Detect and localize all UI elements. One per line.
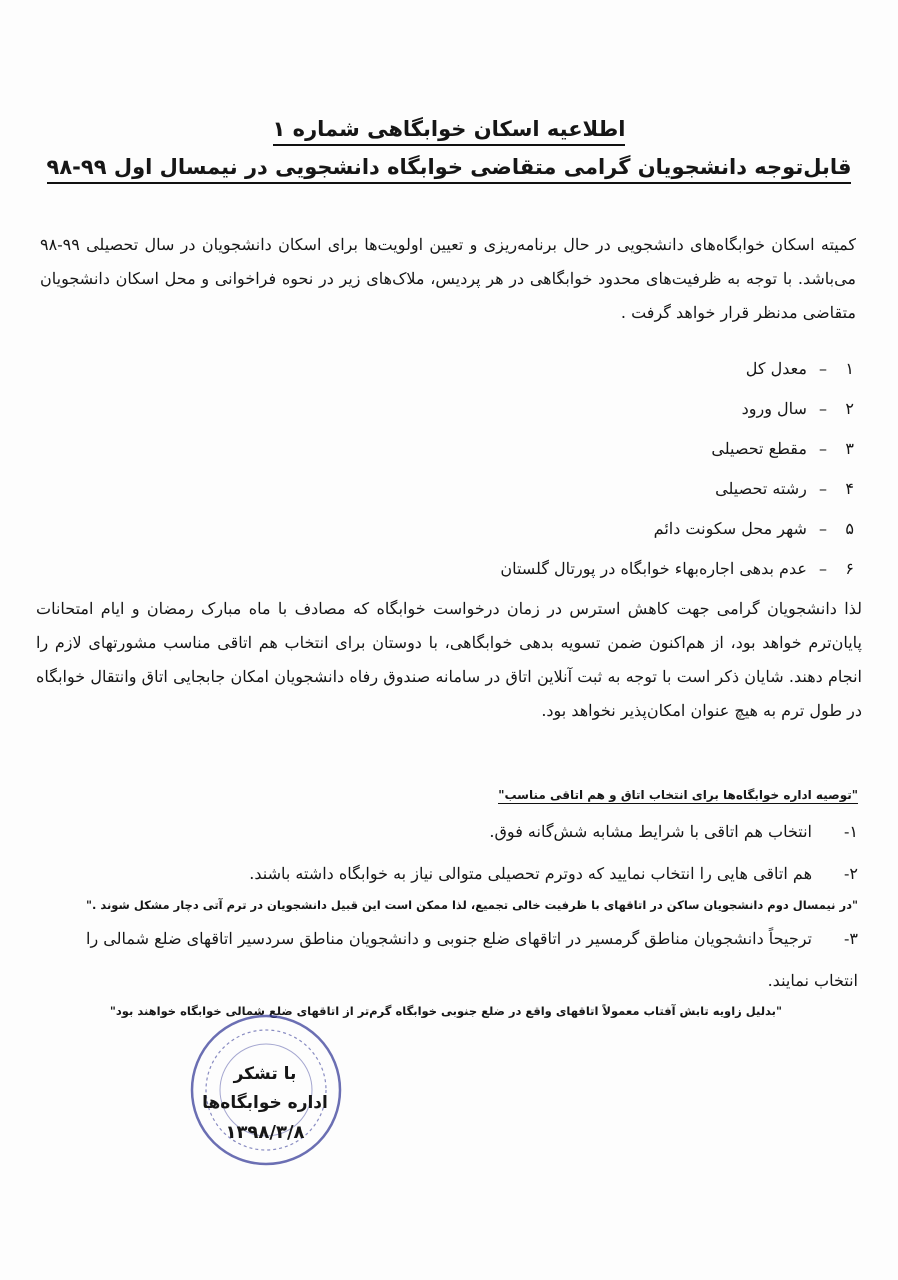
criterion-text: شهر محل سکونت دائم	[653, 519, 807, 538]
criterion-dash: –	[819, 439, 827, 458]
list-item	[354, 554, 854, 594]
advice-number: ۳-	[844, 929, 858, 948]
signature-date: ۱۳۹۸/۳/۸	[225, 1122, 305, 1143]
criterion-number: ۳	[845, 439, 854, 458]
criterion-number: ۵	[845, 519, 854, 538]
criterion-dash: –	[819, 479, 827, 498]
page-subtitle: قابل‌توجه دانشجویان گرامی متقاضی خوابگاه دانشجویی در نیمسال اول ۹۹-۹۸	[47, 155, 852, 184]
list-item	[354, 474, 854, 514]
advice-text: انتخاب هم اتاقی با شرایط مشابه شش‌گانه فوق.	[489, 822, 812, 841]
advice-text: هم اتاقی هایی را انتخاب نمایید که دوترم تحصیلی متوالی نیاز به خوابگاه داشته باشند.	[249, 864, 812, 883]
advice-number: ۲-	[844, 864, 858, 883]
criterion-dash: –	[819, 519, 827, 538]
criterion-number: ۲	[845, 399, 854, 418]
criterion-number: ۱	[845, 359, 854, 378]
criterion-text: مقطع تحصیلی	[711, 439, 807, 458]
criterion-text: معدل کل	[745, 359, 807, 378]
advice-item	[48, 854, 858, 894]
advice-item	[48, 918, 858, 1002]
advice-note: "بدلیل زاویه تابش آفتاب معمولاً اتاقهای واقع در ضلع جنوبی خوابگاه گرم‌تر از اتاقهای ضلع شمالی خوابگاه خواهند بود"	[109, 1004, 782, 1018]
criterion-text: عدم بدهی اجاره‌بهاء خوابگاه در پورتال گلستان	[500, 559, 807, 578]
criteria-list	[354, 354, 854, 594]
signature-office: اداره خوابگاه‌ها	[202, 1093, 328, 1113]
criterion-dash: –	[819, 399, 827, 418]
advice-number: ۱-	[844, 822, 858, 841]
advice-text-continuation: انتخاب نمایند.	[767, 971, 858, 990]
criterion-text: رشته تحصیلی	[715, 479, 807, 498]
list-item	[354, 434, 854, 474]
criterion-dash: –	[819, 359, 827, 378]
page-title: اطلاعیه اسکان خوابگاهی شماره ۱	[273, 117, 626, 146]
advice-text: ترجیحاً دانشجویان مناطق گرمسیر در اتاقهای ضلع جنوبی و دانشجویان مناطق سردسیر اتاقهای ضلع شمالی را	[86, 929, 812, 948]
signature-thanks: با تشکر	[233, 1064, 297, 1084]
list-item	[354, 514, 854, 554]
criterion-dash: –	[819, 559, 827, 578]
list-item	[354, 354, 854, 394]
criterion-text: سال ورود	[741, 399, 807, 418]
signature-block	[200, 1060, 330, 1148]
advice-note: "در نیمسال دوم دانشجویان ساکن در اتاقهای با ظرفیت خالی تجمیع، لذا ممکن است این قبیل دانشجویان در ترم آتی دچار مشکل شوند ."	[85, 898, 858, 912]
advice-item	[48, 812, 858, 852]
advice-heading: "توصیه اداره خوابگاه‌ها برای انتخاب اتاق و هم اتاقی مناسب"	[498, 788, 858, 802]
criterion-number: ۶	[845, 559, 854, 578]
criterion-number: ۴	[845, 479, 854, 498]
notice-paragraph: لذا دانشجویان گرامی جهت کاهش استرس در زمان درخواست خوابگاه که مصادف با ماه مبارک رمضان و ایام امتحانات پایان‌ترم خواهد بود، از هم‌اکنون ضمن تسویه بدهی خوابگاهی، با دوستان برای انتخاب هم اتاقی مناسب مشورتهای لازم را انجام دهند. شایان ذکر است با توجه به ثبت آنلاین اتاق در سامانه صندوق رفاه دانشجویان امکان جابجایی اتاق وانتقال خوابگاه در طول ترم به هیچ عنوان امکان‌پذیر نخواهد بود.	[36, 599, 863, 720]
intro-paragraph: کمیته اسکان خوابگاه‌های دانشجویی در حال برنامه‌ریزی و تعیین اولویت‌ها برای اسکان دانشجویان در سال تحصیلی ۹۹-۹۸ می‌باشد. با توجه به ظرفیت‌های محدود خوابگاهی در هر پردیس، ملاک‌های زیر در نحوه فراخوانی و محل اسکان دانشجویان متقاضی مدنظر قرار خواهد گرفت .	[40, 235, 856, 322]
list-item	[354, 394, 854, 434]
